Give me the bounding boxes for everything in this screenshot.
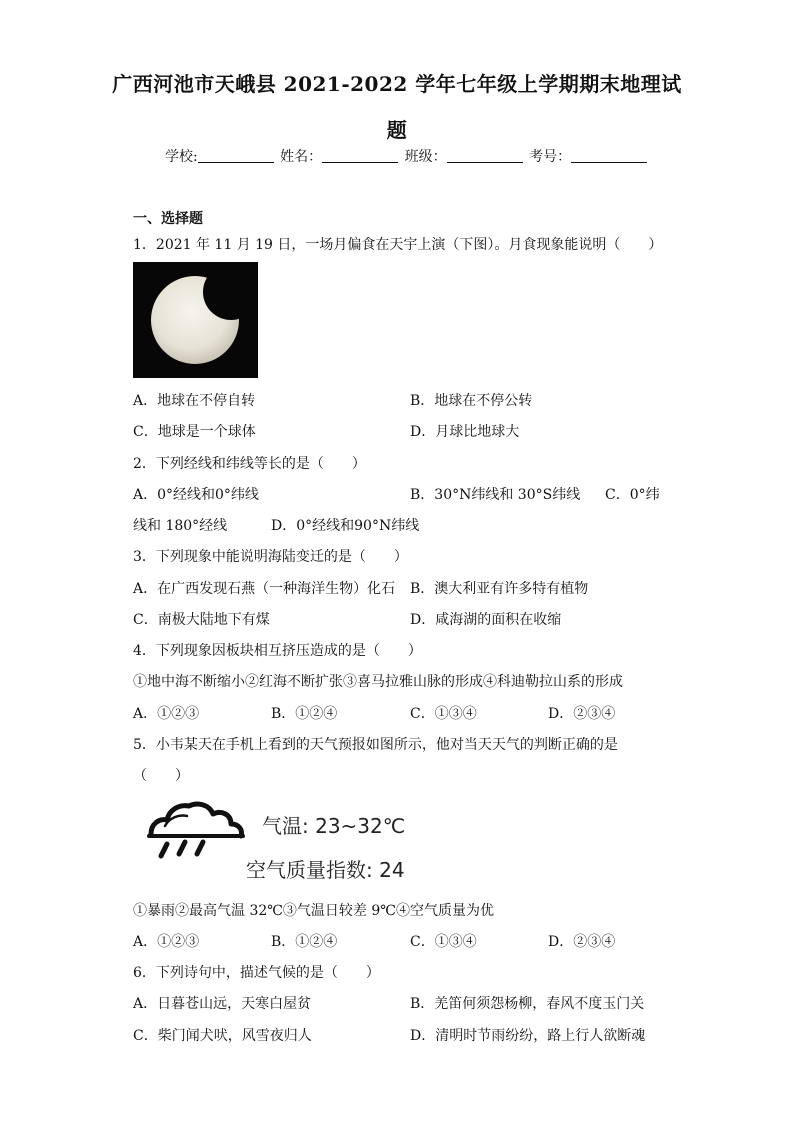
q6-option-a[interactable]: A．日暮苍山远，天寒白屋贫 xyxy=(133,996,312,1012)
question-4-stem: 4．下列现象因板块相互挤压造成的是（ ） xyxy=(133,643,422,659)
exam-number-label: 考号： xyxy=(529,149,572,165)
question-6-stem: 6．下列诗句中，描述气候的是（ ） xyxy=(133,965,380,981)
name-blank[interactable] xyxy=(322,148,398,163)
q5-option-a[interactable]: A．①②③ xyxy=(133,934,200,950)
section-heading: 一、选择题 xyxy=(133,211,203,227)
school-blank[interactable] xyxy=(198,148,274,163)
q1-option-a[interactable]: A．地球在不停自转 xyxy=(133,393,256,409)
q5-option-d[interactable]: D．②③④ xyxy=(548,934,616,950)
weather-air-quality: 空气质量指数: 24 xyxy=(246,858,405,882)
q2-option-c-continued[interactable]: 线和 180°经线 xyxy=(133,518,228,534)
q3-option-a[interactable]: A．在广西发现石燕（一种海洋生物）化石 xyxy=(133,581,396,597)
q2-option-b[interactable]: B．30°N纬线和 30°S纬线 xyxy=(410,487,581,503)
weather-temperature: 气温: 23~32℃ xyxy=(262,814,406,838)
page-title-continued: 题 xyxy=(386,118,408,142)
question-4-items: ①地中海不断缩小②红海不断扩张③喜马拉雅山脉的形成④科迪勒拉山系的形成 xyxy=(133,674,623,690)
q1-option-b[interactable]: B．地球在不停公转 xyxy=(410,393,533,409)
q4-option-a[interactable]: A．①②③ xyxy=(133,706,200,722)
q6-option-c[interactable]: C．柴门闻犬吠，风雪夜归人 xyxy=(133,1028,312,1044)
q2-option-d[interactable]: D．0°经线和90°N纬线 xyxy=(271,518,420,534)
question-5-items: ①暴雨②最高气温 32℃③气温日较差 9℃④空气质量为优 xyxy=(133,903,494,919)
q4-option-d[interactable]: D．②③④ xyxy=(548,706,616,722)
question-5-stem-continued: （ ） xyxy=(133,768,189,784)
question-2-stem: 2．下列经线和纬线等长的是（ ） xyxy=(133,456,366,472)
q1-option-d[interactable]: D．月球比地球大 xyxy=(410,424,520,440)
school-label: 学校: xyxy=(165,149,198,165)
q4-option-c[interactable]: C．①③④ xyxy=(410,706,477,722)
question-1-stem: 1．2021 年 11 月 19 日，一场月偏食在天宇上演（下图）。月食现象能说明（ ） xyxy=(133,237,663,253)
rain-cloud-icon xyxy=(145,800,255,870)
class-label: 班级： xyxy=(404,149,447,165)
q3-option-b[interactable]: B．澳大利亚有许多特有植物 xyxy=(410,581,589,597)
q3-option-c[interactable]: C．南极大陆地下有煤 xyxy=(133,612,270,628)
exam-number-blank[interactable] xyxy=(571,148,647,163)
name-label: 姓名： xyxy=(280,149,323,165)
q4-option-b[interactable]: B．①②④ xyxy=(271,706,338,722)
lunar-eclipse-photo xyxy=(133,262,258,378)
q5-option-b[interactable]: B．①②④ xyxy=(271,934,338,950)
partial-moon-icon xyxy=(133,262,258,378)
q5-option-c[interactable]: C．①③④ xyxy=(410,934,477,950)
q6-option-b[interactable]: B．羌笛何须怨杨柳，春风不度玉门关 xyxy=(410,996,645,1012)
q2-option-a[interactable]: A．0°经线和0°纬线 xyxy=(133,487,259,503)
student-info-line xyxy=(165,146,649,166)
page-title: 广西河池市天峨县 2021-2022 学年七年级上学期期末地理试 xyxy=(112,72,682,96)
q3-option-d[interactable]: D．咸海湖的面积在收缩 xyxy=(410,612,562,628)
q6-option-d[interactable]: D．清明时节雨纷纷，路上行人欲断魂 xyxy=(410,1028,646,1044)
question-3-stem: 3．下列现象中能说明海陆变迁的是（ ） xyxy=(133,549,408,565)
q1-option-c[interactable]: C．地球是一个球体 xyxy=(133,424,256,440)
class-blank[interactable] xyxy=(447,148,523,163)
q2-option-c[interactable]: C．0°纬 xyxy=(605,487,660,503)
question-5-stem: 5．小韦某天在手机上看到的天气预报如图所示，他对当天天气的判断正确的是 xyxy=(133,737,618,753)
